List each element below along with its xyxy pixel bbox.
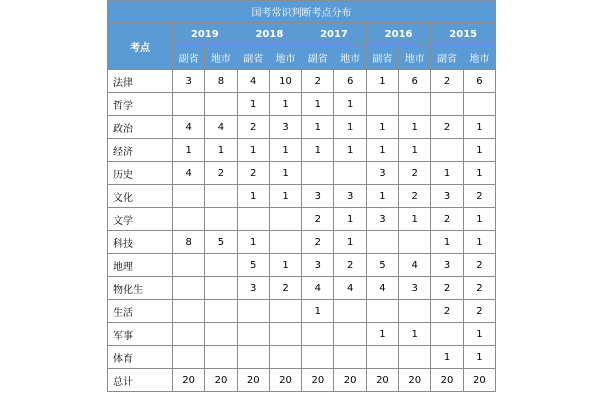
table-cell: 1 [399,208,431,231]
table-cell: 4 [334,277,366,300]
table-cell: 5 [237,254,269,277]
sub-header: 地市 [399,46,431,70]
table-cell: 20 [302,369,334,392]
table-cell: 2 [302,70,334,93]
row-label: 军事 [108,323,173,346]
row-label: 地理 [108,254,173,277]
table-cell: 4 [399,254,431,277]
table-cell: 3 [334,185,366,208]
table-cell: 20 [237,369,269,392]
table-cell: 1 [302,116,334,139]
table-cell: 1 [366,70,398,93]
table-cell: 1 [269,162,301,185]
table-cell: 1 [302,300,334,323]
table-cell: 1 [334,139,366,162]
table-cell [237,208,269,231]
table-cell: 3 [431,185,463,208]
table-cell [237,323,269,346]
table-cell: 10 [269,70,301,93]
table-row [108,346,496,369]
table-cell: 4 [302,277,334,300]
sub-header: 地市 [463,46,495,70]
table-cell [463,93,495,116]
table-cell: 4 [173,162,205,185]
table-row [108,116,496,139]
table-cell [366,300,398,323]
table-cell: 1 [205,139,237,162]
table-cell [399,93,431,116]
table-header [108,1,496,70]
table-cell [366,93,398,116]
table-cell: 2 [463,254,495,277]
table-cell: 1 [173,139,205,162]
row-label: 哲学 [108,93,173,116]
row-label: 法律 [108,70,173,93]
table-cell: 3 [269,116,301,139]
row-label: 政治 [108,116,173,139]
table-cell: 2 [431,116,463,139]
sub-header: 地市 [269,46,301,70]
row-label: 体育 [108,346,173,369]
table-cell: 2 [399,162,431,185]
table-cell: 1 [269,93,301,116]
table-cell [205,346,237,369]
row-label: 历史 [108,162,173,185]
table-cell [334,323,366,346]
table-cell: 3 [366,162,398,185]
table-cell: 1 [463,162,495,185]
table-cell: 2 [431,208,463,231]
row-label: 文学 [108,208,173,231]
table-cell: 3 [366,208,398,231]
row-label: 科技 [108,231,173,254]
table-cell: 4 [237,70,269,93]
table-cell: 1 [237,185,269,208]
table-cell [431,323,463,346]
table-cell: 3 [173,70,205,93]
table-cell: 1 [431,162,463,185]
table-cell: 20 [205,369,237,392]
table-row [108,277,496,300]
table-cell [173,185,205,208]
table-cell [205,323,237,346]
table-cell: 4 [205,116,237,139]
table-cell [269,208,301,231]
table-cell: 1 [463,323,495,346]
table-cell: 1 [366,185,398,208]
table-cell: 1 [366,116,398,139]
table-cell: 1 [366,323,398,346]
table-cell: 1 [463,116,495,139]
table-cell [334,162,366,185]
table-cell: 2 [463,277,495,300]
table-cell [173,254,205,277]
table-cell [173,323,205,346]
table-cell: 5 [205,231,237,254]
table-row [108,93,496,116]
table-cell: 6 [463,70,495,93]
table-cell: 1 [269,254,301,277]
table-cell: 1 [334,93,366,116]
table-cell: 4 [366,277,398,300]
table-cell [399,300,431,323]
table-row [108,185,496,208]
sub-header: 地市 [205,46,237,70]
row-label: 物化生 [108,277,173,300]
corner-header: 考点 [108,23,173,70]
table-cell: 2 [302,231,334,254]
table-cell: 4 [173,116,205,139]
table-cell: 2 [269,277,301,300]
table-cell [205,277,237,300]
sub-header: 副省 [366,46,398,70]
table-cell: 2 [431,277,463,300]
sub-header: 地市 [334,46,366,70]
table-cell [269,300,301,323]
row-label: 总计 [108,369,173,392]
table-cell [366,231,398,254]
table-cell: 2 [463,185,495,208]
table-cell: 1 [463,139,495,162]
table-cell: 2 [205,162,237,185]
table-cell: 20 [334,369,366,392]
table-cell: 2 [431,70,463,93]
table-cell: 2 [463,300,495,323]
year-header: 2017 [302,23,367,46]
table-cell: 1 [237,93,269,116]
table-cell [205,300,237,323]
table-row [108,323,496,346]
table-cell [302,162,334,185]
table-cell [205,93,237,116]
table-cell: 1 [399,323,431,346]
table-row [108,208,496,231]
table-cell: 1 [399,116,431,139]
table-cell [173,300,205,323]
table-cell [205,185,237,208]
sub-header: 副省 [302,46,334,70]
table-cell [399,231,431,254]
table-cell: 3 [302,185,334,208]
table-cell [173,277,205,300]
table-cell [334,346,366,369]
table-cell: 3 [399,277,431,300]
table-cell: 20 [366,369,398,392]
table-cell: 20 [399,369,431,392]
table-cell: 20 [463,369,495,392]
table-cell: 1 [237,231,269,254]
table-row [108,300,496,323]
table-body [108,70,496,392]
row-label: 文化 [108,185,173,208]
table-cell [205,208,237,231]
table-cell [269,323,301,346]
table-cell [173,93,205,116]
table-cell: 1 [463,231,495,254]
sub-header: 副省 [431,46,463,70]
table-row [108,231,496,254]
table-cell: 5 [366,254,398,277]
table-cell: 2 [237,116,269,139]
table-container [107,0,495,392]
table-row [108,70,496,93]
table-cell [173,208,205,231]
exam-topic-table [107,0,496,392]
table-title: 国考常识判断考点分布 [108,1,496,23]
table-cell: 2 [302,208,334,231]
table-cell: 1 [431,231,463,254]
table-cell: 2 [399,185,431,208]
table-cell: 3 [237,277,269,300]
table-cell: 1 [399,139,431,162]
table-row [108,369,496,392]
year-header: 2015 [431,23,496,46]
sub-header: 副省 [237,46,269,70]
table-cell: 2 [237,162,269,185]
table-cell [269,231,301,254]
table-cell: 2 [431,300,463,323]
table-row [108,139,496,162]
table-cell: 1 [334,208,366,231]
table-cell: 8 [205,70,237,93]
year-header: 2019 [173,23,238,46]
table-cell: 1 [269,185,301,208]
row-label: 经济 [108,139,173,162]
table-cell [399,346,431,369]
sub-header: 副省 [173,46,205,70]
table-row [108,162,496,185]
table-cell: 1 [431,346,463,369]
table-cell: 1 [237,139,269,162]
table-cell [334,300,366,323]
table-cell [431,93,463,116]
year-header: 2016 [366,23,431,46]
table-cell: 2 [334,254,366,277]
table-cell [173,346,205,369]
table-cell: 3 [302,254,334,277]
table-cell [431,139,463,162]
table-cell: 20 [173,369,205,392]
table-row [108,254,496,277]
row-label: 生活 [108,300,173,323]
table-cell: 6 [334,70,366,93]
table-cell: 8 [173,231,205,254]
table-cell: 1 [302,139,334,162]
table-cell: 1 [366,139,398,162]
table-cell [237,346,269,369]
table-cell: 1 [463,208,495,231]
table-cell: 1 [269,139,301,162]
table-cell [237,300,269,323]
table-cell: 1 [334,231,366,254]
table-cell [205,254,237,277]
table-cell [366,346,398,369]
year-header: 2018 [237,23,302,46]
table-cell: 20 [431,369,463,392]
table-cell [302,346,334,369]
table-cell: 20 [269,369,301,392]
table-cell [302,323,334,346]
table-cell: 1 [334,116,366,139]
table-cell: 3 [431,254,463,277]
table-cell [269,346,301,369]
year-header-row [108,23,496,46]
table-cell: 6 [399,70,431,93]
table-cell: 1 [302,93,334,116]
table-cell: 1 [463,346,495,369]
